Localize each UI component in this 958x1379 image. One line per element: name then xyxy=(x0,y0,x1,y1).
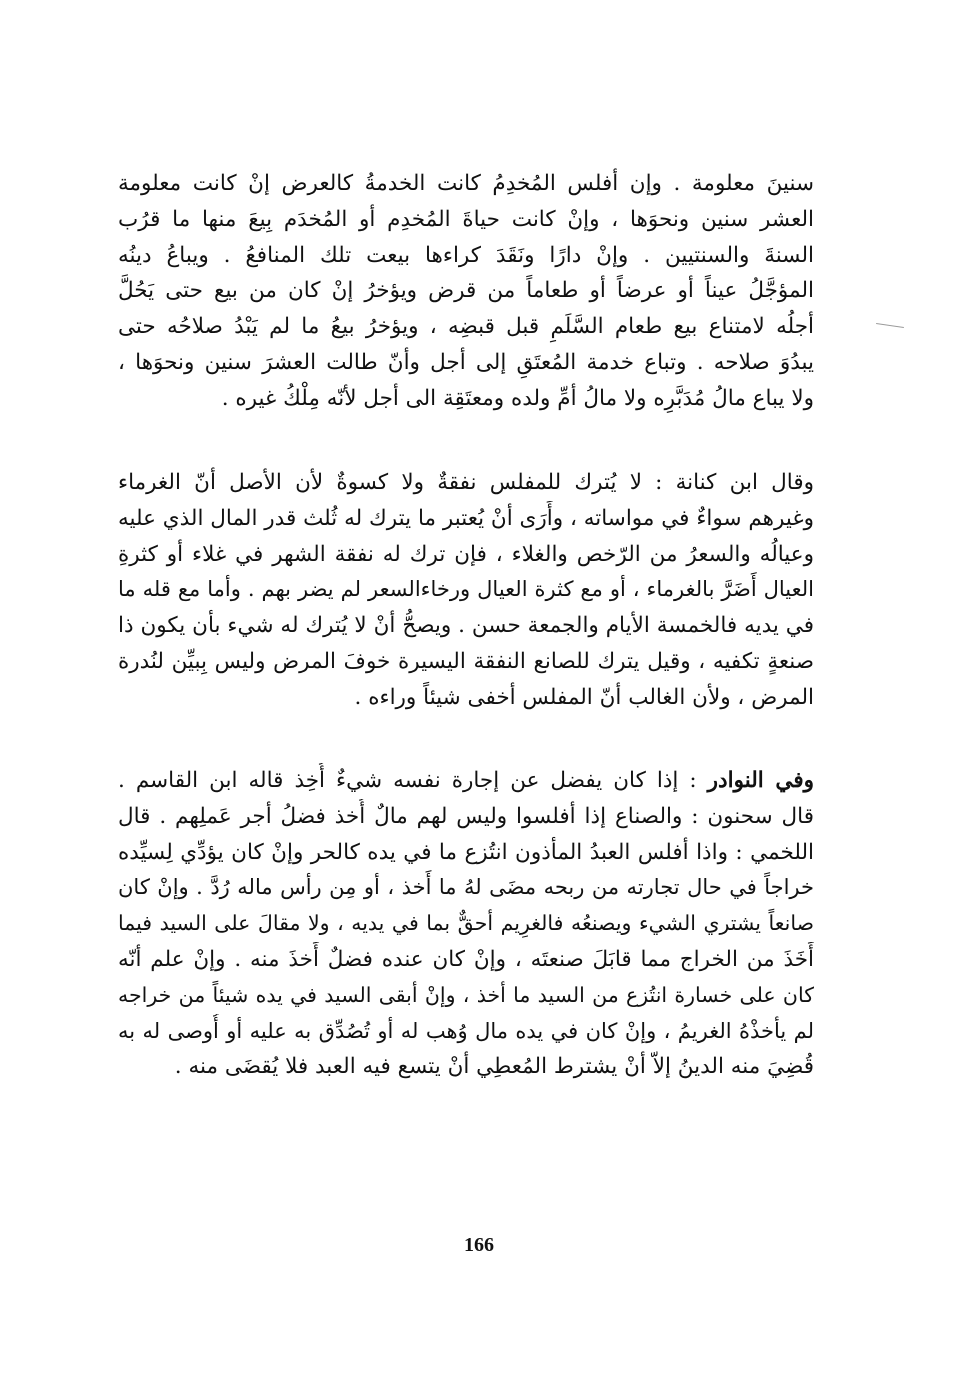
text-line: المؤجَّلُ عيناً أو عرضاً أو طعاماً من قرض ويؤخرُ إنْ كان من بيع حتى يَحُلَّ xyxy=(118,278,814,304)
text-line: وقال ابن كنانة : لا يُترك للمفلس نفقةٌ ولا كسوةٌ لأن الأصل أنّ الغرماء xyxy=(118,470,814,495)
text-line: اللخمي : واذا أفلس العبدُ المأذون انتُزع ما في يده كالحر وإنْ كان يؤدِّي لِسيِّده xyxy=(118,839,814,865)
text-line: خراجاً في حال تجارته من ربحه مضَى لهُ ما أَخذ ، أو مِن رأس ماله رُدَّ . وإنْ كان xyxy=(118,875,814,900)
margin-mark xyxy=(876,323,904,328)
paragraph-3 xyxy=(118,763,814,1085)
paragraph-2 xyxy=(118,465,814,716)
text-line: يبدُوَ صلاحه . وتباع خدمة المُعتَقِ إلى أجل وأنّ طالت العشرَ سنين ونحوَها ، xyxy=(118,349,814,375)
text-line: العيال أَضَرَّ بالغرماء ، أو مع كثرة العيال ورخاءالسعر لم يضر بهم . وأما مع قله ما xyxy=(118,577,814,602)
text-line xyxy=(118,763,814,799)
text-line: صانعاً يشتري الشيء ويصنعُه فالغرِيم أحقٌّ بما في يديه ، ولا مقالَ على السيد فيما xyxy=(118,911,814,936)
text-line: قال سحنون : والصناع إذا أفلسوا وليس لهم مالٌ أُخذ فضلُ أجر عَملِهم . قال xyxy=(118,803,814,829)
text-line: السنةَ والسنتيين . وإنْ دارًا ونَقَدَ كراءها بيعت تلك المنافعُ . ويباعُ دينُه xyxy=(118,242,814,268)
text-line: في يديه فالخمسة الأيام والجمعة حسن . ويصحُّ أنْ لا يُترك له شيء بأن يكون ذا xyxy=(118,613,814,639)
text-line: ولا يباع مالُ مُدَبَّرِه ولا مالُ أمِّ ولده ومعتَقِة الى أجل لأنّه مِلْكُ غيره . xyxy=(221,385,814,411)
text-line: العشر سنين ونحوَها ، وإنْ كانت حياةَ المُخدِم أو المُخدَم بِيعَ منها ما قرُب xyxy=(118,206,814,232)
text-line: سنينَ معلومة . وإن أفلس المُخدِمُ كانت الخدمةُ كالعرض إنْ كانت معلومة xyxy=(118,171,814,196)
text-line: أجلُه لامتناع بيع طعام السَّلَمِ قبل قبضِه ، ويؤخرُ بيعُ ما لم يَبْدُ صلاحُه حتى xyxy=(118,314,814,340)
text-line-rest: : إذا كان يفضل عن إجارة نفسه شيءٌ أُخِذ قاله ابن القاسم . xyxy=(118,768,708,793)
text-line: كان على خسارة انتُزع من السيد ما أخذ ، وإنْ أبقى السيد في يده شيئاً من خراجه xyxy=(118,982,814,1007)
page-number: 166 xyxy=(464,1234,494,1256)
text-line: قُضِيَ منه الدينُ إلاّ أنْ يشترط المُعطِي أنْ يتسع فيه العبد فلا يُقضَى منه . xyxy=(174,1054,814,1080)
bold-source-title: وفي النوادر xyxy=(707,768,814,793)
text-line: وعيالُه والسعرُ من الرّخص والغلاء ، فإن ترك له نفقة الشهر في غلاء أو كثرةِ xyxy=(118,541,814,567)
text-line: لم يأخذْهُ الغريمُ ، وإنْ كان في يده مال وُهب له أو تُصُدِّق به عليه أو أُوصى له به xyxy=(118,1018,814,1043)
text-line: صنعةٍ تكفيه ، وقيل يترك للصانع النفقة اليسيرة خوفَ المرض وليس بِبيِّن لنُدرة xyxy=(118,648,814,674)
paragraph-1 xyxy=(118,166,814,417)
text-line: أَخَذَ من الخراج مما قابَلَ صنعتَه ، وإنْ كان عنده فضلٌ أَخذَ منه . وإنْ علم أنّه xyxy=(118,946,814,972)
text-line: وغيرهم سواءٌ في مواساته ، وأَرَى أنْ يُعتبر ما يترك له ثُلث قدر المال الذي عليه xyxy=(118,505,814,531)
text-line: المرض ، ولأن الغالب أنّ المفلس أخفى شيئاً وراءه . xyxy=(354,684,814,710)
